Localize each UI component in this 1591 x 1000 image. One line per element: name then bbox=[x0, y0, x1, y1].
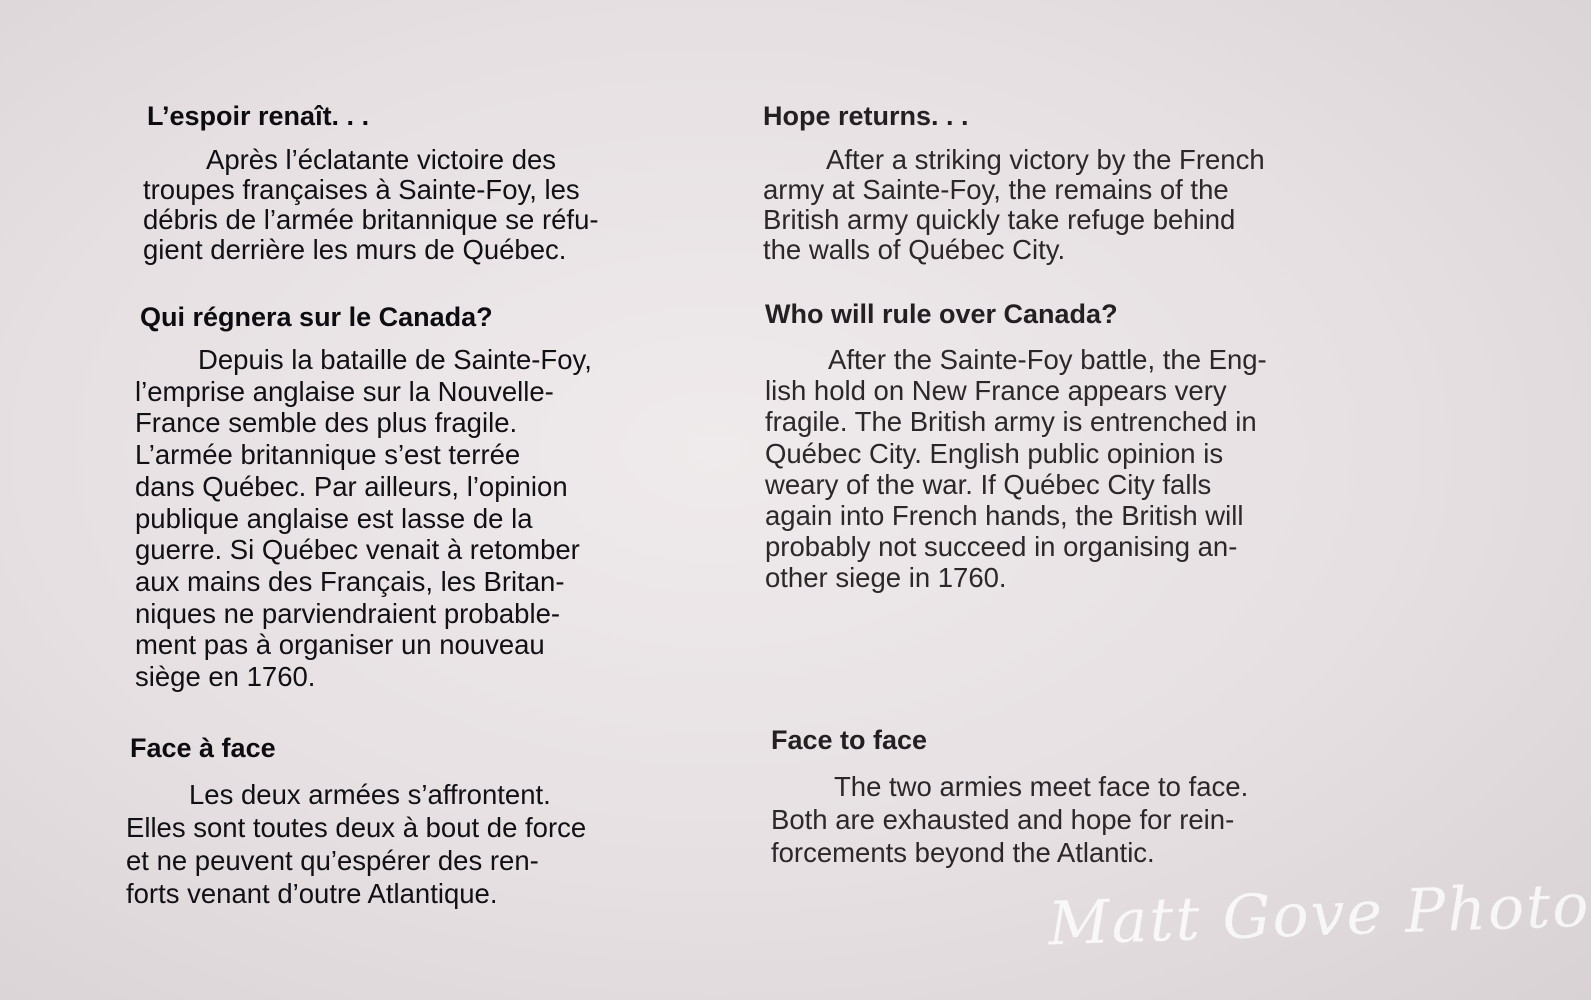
text-line: l’emprise anglaise sur la Nouvelle- bbox=[135, 375, 554, 407]
text-line: troupes françaises à Sainte-Foy, les bbox=[143, 174, 580, 205]
text-line: Both are exhausted and hope for rein- bbox=[771, 804, 1235, 835]
text-line: niques ne parviendraient probable- bbox=[135, 597, 561, 629]
english-paragraph-canada bbox=[765, 344, 1267, 594]
text-line: The two armies meet face to face. bbox=[834, 771, 1249, 802]
text-line: France semble des plus fragile. bbox=[135, 407, 518, 439]
text-line: forts venant d’outre Atlantique. bbox=[126, 878, 498, 909]
text-line: dans Québec. Par ailleurs, l’opinion bbox=[135, 470, 568, 502]
text-line: guerre. Si Québec venait à retomber bbox=[135, 534, 580, 566]
text-line: forcements beyond the Atlantic. bbox=[771, 837, 1155, 868]
text-line: probably not succeed in organising an- bbox=[765, 531, 1238, 563]
text-line: débris de l’armée britannique se réfu- bbox=[143, 204, 599, 235]
french-paragraph-face bbox=[126, 778, 586, 910]
text-line: L’armée britannique s’est terrée bbox=[135, 439, 521, 471]
french-heading-canada: Qui régnera sur le Canada? bbox=[140, 302, 493, 332]
text-line: Les deux armées s’affrontent. bbox=[189, 779, 551, 810]
french-paragraph-canada bbox=[135, 344, 592, 693]
text-line: again into French hands, the British will bbox=[765, 500, 1244, 532]
text-line: aux mains des Français, les Britan- bbox=[135, 565, 565, 597]
text-line: army at Sainte-Foy, the remains of the bbox=[763, 174, 1229, 205]
text-line: the walls of Québec City. bbox=[763, 234, 1066, 265]
french-paragraph-hope bbox=[143, 145, 599, 265]
text-line: fragile. The British army is entrenched in bbox=[765, 406, 1257, 438]
text-line: other siege in 1760. bbox=[765, 562, 1007, 594]
english-paragraph-hope bbox=[763, 145, 1265, 265]
text-line: ment pas à organiser un nouveau bbox=[135, 629, 545, 661]
text-line: After a striking victory by the French bbox=[826, 144, 1265, 175]
text-line: publique anglaise est lasse de la bbox=[135, 502, 533, 534]
text-line: Depuis la bataille de Sainte-Foy, bbox=[198, 344, 592, 375]
english-heading-canada: Who will rule over Canada? bbox=[765, 299, 1118, 329]
english-heading-hope: Hope returns. . . bbox=[763, 101, 969, 131]
text-line: gient derrière les murs de Québec. bbox=[143, 234, 567, 265]
text-line: Québec City. English public opinion is bbox=[765, 437, 1224, 469]
text-line: siège en 1760. bbox=[135, 661, 316, 693]
text-line: Elles sont toutes deux à bout de force bbox=[126, 812, 587, 843]
english-heading-face: Face to face bbox=[771, 725, 928, 755]
text-line: weary of the war. If Québec City falls bbox=[765, 468, 1212, 500]
text-line: lish hold on New France appears very bbox=[765, 375, 1227, 407]
french-heading-hope: L’espoir renaît. . . bbox=[147, 101, 370, 131]
french-heading-face: Face à face bbox=[130, 733, 276, 763]
photographer-watermark: Matt Gove Photo bbox=[1046, 870, 1591, 960]
text-line: et ne peuvent qu’espérer des ren- bbox=[126, 845, 539, 876]
english-paragraph-face bbox=[771, 770, 1248, 869]
text-line: Après l’éclatante victoire des bbox=[206, 144, 557, 175]
text-line: After the Sainte-Foy battle, the Eng- bbox=[828, 344, 1267, 375]
text-line: British army quickly take refuge behind bbox=[763, 204, 1236, 235]
